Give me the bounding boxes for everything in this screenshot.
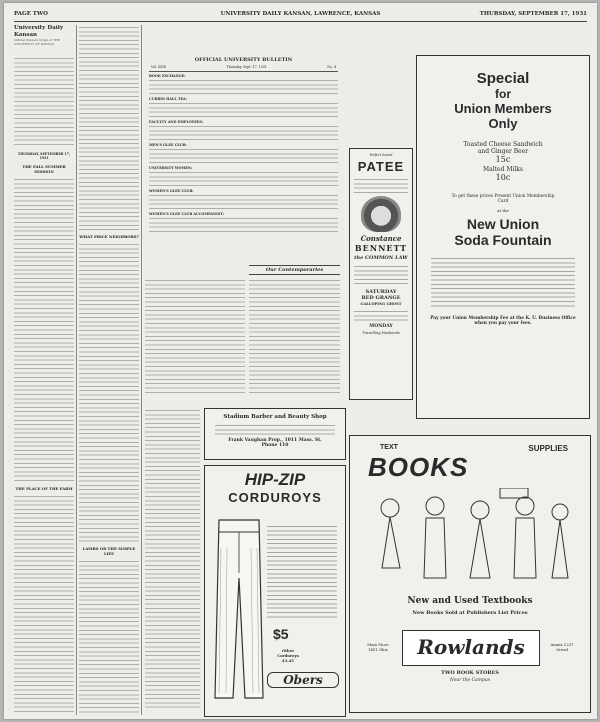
ad-special: Special	[476, 70, 530, 87]
item-ginger-beer: and Ginger Beer	[477, 148, 529, 155]
text-label: TEXT	[380, 444, 398, 451]
item-sandwich: Toasted Cheese Sandwich	[463, 141, 543, 148]
paper-name: UNIVERSITY DAILY KANSAN, LAWRENCE, KANSAS	[220, 11, 381, 17]
patee-perfect-sound: Perfect Sound	[369, 153, 393, 157]
contemporaries-title: Our Contemporaries	[249, 265, 340, 275]
barber-title: Stadium Barber and Beauty Shop	[223, 414, 327, 420]
feature-desc	[354, 309, 408, 321]
barber-copy	[215, 423, 335, 435]
price-5: $5	[273, 626, 289, 642]
feature-title: GALLOPING GHOST	[360, 302, 402, 306]
masthead-subtitle: Official Student Organ of THE UNIVERSITY OF KANSAS	[14, 38, 61, 46]
editorial-text-3	[79, 25, 139, 230]
bulletin-items	[145, 74, 342, 233]
bulletin-item-text	[149, 78, 338, 95]
bulletin-volume: Vol. XXIX	[151, 65, 167, 69]
editorial-text-5	[79, 559, 139, 715]
item-malted-milks: Malted Milks	[482, 166, 524, 173]
masthead-date: THURSDAY, SEPTEMBER 17, 1931	[17, 152, 71, 161]
ad-union-members: Union Members	[454, 101, 552, 116]
price-10c: 10c	[495, 173, 511, 182]
bulletin-item-heading: CURRIN HALL TEA:	[149, 97, 187, 101]
union-soda-fountain-ad	[416, 55, 590, 419]
editorial-text-2	[14, 494, 74, 715]
corduroy-trousers-illustration	[211, 518, 266, 703]
corduroys-title: CORDUROYS	[228, 490, 322, 505]
star-first-name: Constance	[360, 234, 402, 243]
star-last-name: BENNETT	[354, 243, 408, 253]
rowlands-books-ad	[349, 435, 591, 713]
masthead-staff	[14, 56, 74, 146]
bulletin-item-text	[149, 170, 338, 187]
page-header	[14, 11, 587, 21]
news-text-lower	[145, 408, 200, 708]
patee-logo: PATEE	[357, 159, 405, 174]
bulletin-item-heading: UNIVERSITY WOMEN:	[149, 166, 193, 170]
contemporaries-box	[249, 265, 340, 405]
contemporaries-text	[249, 278, 340, 396]
issue-date: THURSDAY, SEPTEMBER 17, 1931	[479, 11, 587, 17]
bulletin-item-heading: WOMEN'S GLEE CLUB ACCOMPANIST:	[149, 212, 224, 216]
bulletin-item-text	[149, 216, 338, 233]
new-union: New Union	[466, 216, 540, 232]
bulletin-date: Thursday, Sept. 17, 1931	[226, 65, 267, 69]
pay-fee-text: Pay your Union Membership Fee at the K. U. Business Office when you pay your fees.	[430, 316, 576, 326]
film-credits	[354, 264, 408, 286]
bulletin-item-text	[149, 101, 338, 118]
bulletin-meta	[151, 65, 336, 69]
bulletin-number: No. 4	[327, 65, 336, 69]
editorial-heading-2: THE PLACE OF THE FARM	[15, 486, 73, 492]
at-the: at the	[497, 208, 509, 213]
patee-now-showing	[354, 177, 408, 193]
price-15c: 15c	[495, 155, 511, 164]
bulletin-item-heading: MEN'S GLEE CLUB:	[149, 143, 187, 147]
column-news	[145, 278, 245, 398]
hip-zip-copy	[267, 524, 337, 619]
bulletin-item-text	[149, 147, 338, 164]
saturday-label: SATURDAY	[365, 289, 397, 295]
patee-theater-ad	[349, 148, 413, 400]
star-portrait	[361, 196, 401, 232]
hip-zip-title: HIP-ZIP	[244, 470, 306, 489]
bulletin-item-text	[149, 124, 338, 141]
editorial-heading-1: THE FALL SUMMER SESSION	[22, 164, 66, 175]
ad-for: for	[495, 87, 511, 101]
bulletin-item-heading: FACULTY AND EMPLOYEES:	[149, 120, 204, 124]
textbooks-headline: New and Used Textbooks	[407, 596, 533, 606]
soda-fountain: Soda Fountain	[454, 232, 552, 248]
main-store-address: Main Store 1401 Ohio	[367, 642, 389, 652]
bulletin-title: OFFICIAL UNIVERSITY BULLETIN	[194, 57, 293, 63]
rowlands-logo	[402, 630, 540, 666]
two-book-stores: TWO BOOK STORES	[441, 670, 499, 676]
masthead-title: University Daily Kansan	[14, 25, 64, 38]
monday-feature: Travelling Husbands	[362, 331, 400, 335]
annex-address: Annex 1237 Oread	[550, 642, 574, 652]
students-illustration	[360, 488, 580, 588]
monday-label: MONDAY	[369, 324, 393, 329]
hip-zip-corduroys-ad	[204, 465, 346, 717]
editorial-text-4	[79, 242, 139, 542]
ad-only: Only	[488, 116, 518, 131]
membership-details	[431, 256, 575, 308]
rowlands-name: Rowlands	[417, 635, 525, 659]
column-news-left	[145, 408, 200, 713]
bulletin-item-text	[149, 193, 338, 210]
column-rule	[76, 25, 77, 715]
official-bulletin	[145, 53, 342, 278]
supplies-label: SUPPLIES	[528, 444, 568, 453]
column-editorials-2	[79, 25, 139, 715]
header-rule	[14, 21, 587, 22]
editorial-text-1	[14, 177, 74, 482]
bulletin-item-heading: WOMEN'S GLEE CLUB:	[149, 189, 194, 193]
other-corduroys: Other Corduroys $3.45	[277, 648, 299, 663]
news-text	[145, 278, 245, 393]
page-number: PAGE TWO	[14, 11, 48, 17]
column-editorials	[14, 25, 74, 715]
newspaper-page	[4, 3, 597, 719]
barber-address: Frank Vaughan Prop., 1011 Mass. St.	[228, 438, 322, 443]
feature-star: RED GRANGE	[361, 295, 401, 301]
bulletin-item-heading: BOOK EXCHANGE:	[149, 74, 186, 78]
editorial-heading-3: WHAT PRICE NEIGHBORS?	[79, 234, 139, 239]
stadium-barber-ad	[204, 408, 346, 460]
film-title: the COMMON LAW	[354, 255, 408, 261]
column-rule	[141, 25, 142, 715]
obers-logo: Obers	[267, 672, 339, 688]
textbooks-subline: New Books Sold at Publishers List Prices	[412, 610, 528, 616]
editorial-heading-4: LAMBS OR THE SIMPLE LIFE	[82, 546, 136, 556]
present-card-text: To get these prices Present Union Membership Card	[451, 194, 555, 204]
books-title: BOOKS	[368, 452, 469, 482]
barber-phone: Phone 110	[261, 443, 289, 448]
near-campus: Near the Campus	[449, 678, 491, 683]
